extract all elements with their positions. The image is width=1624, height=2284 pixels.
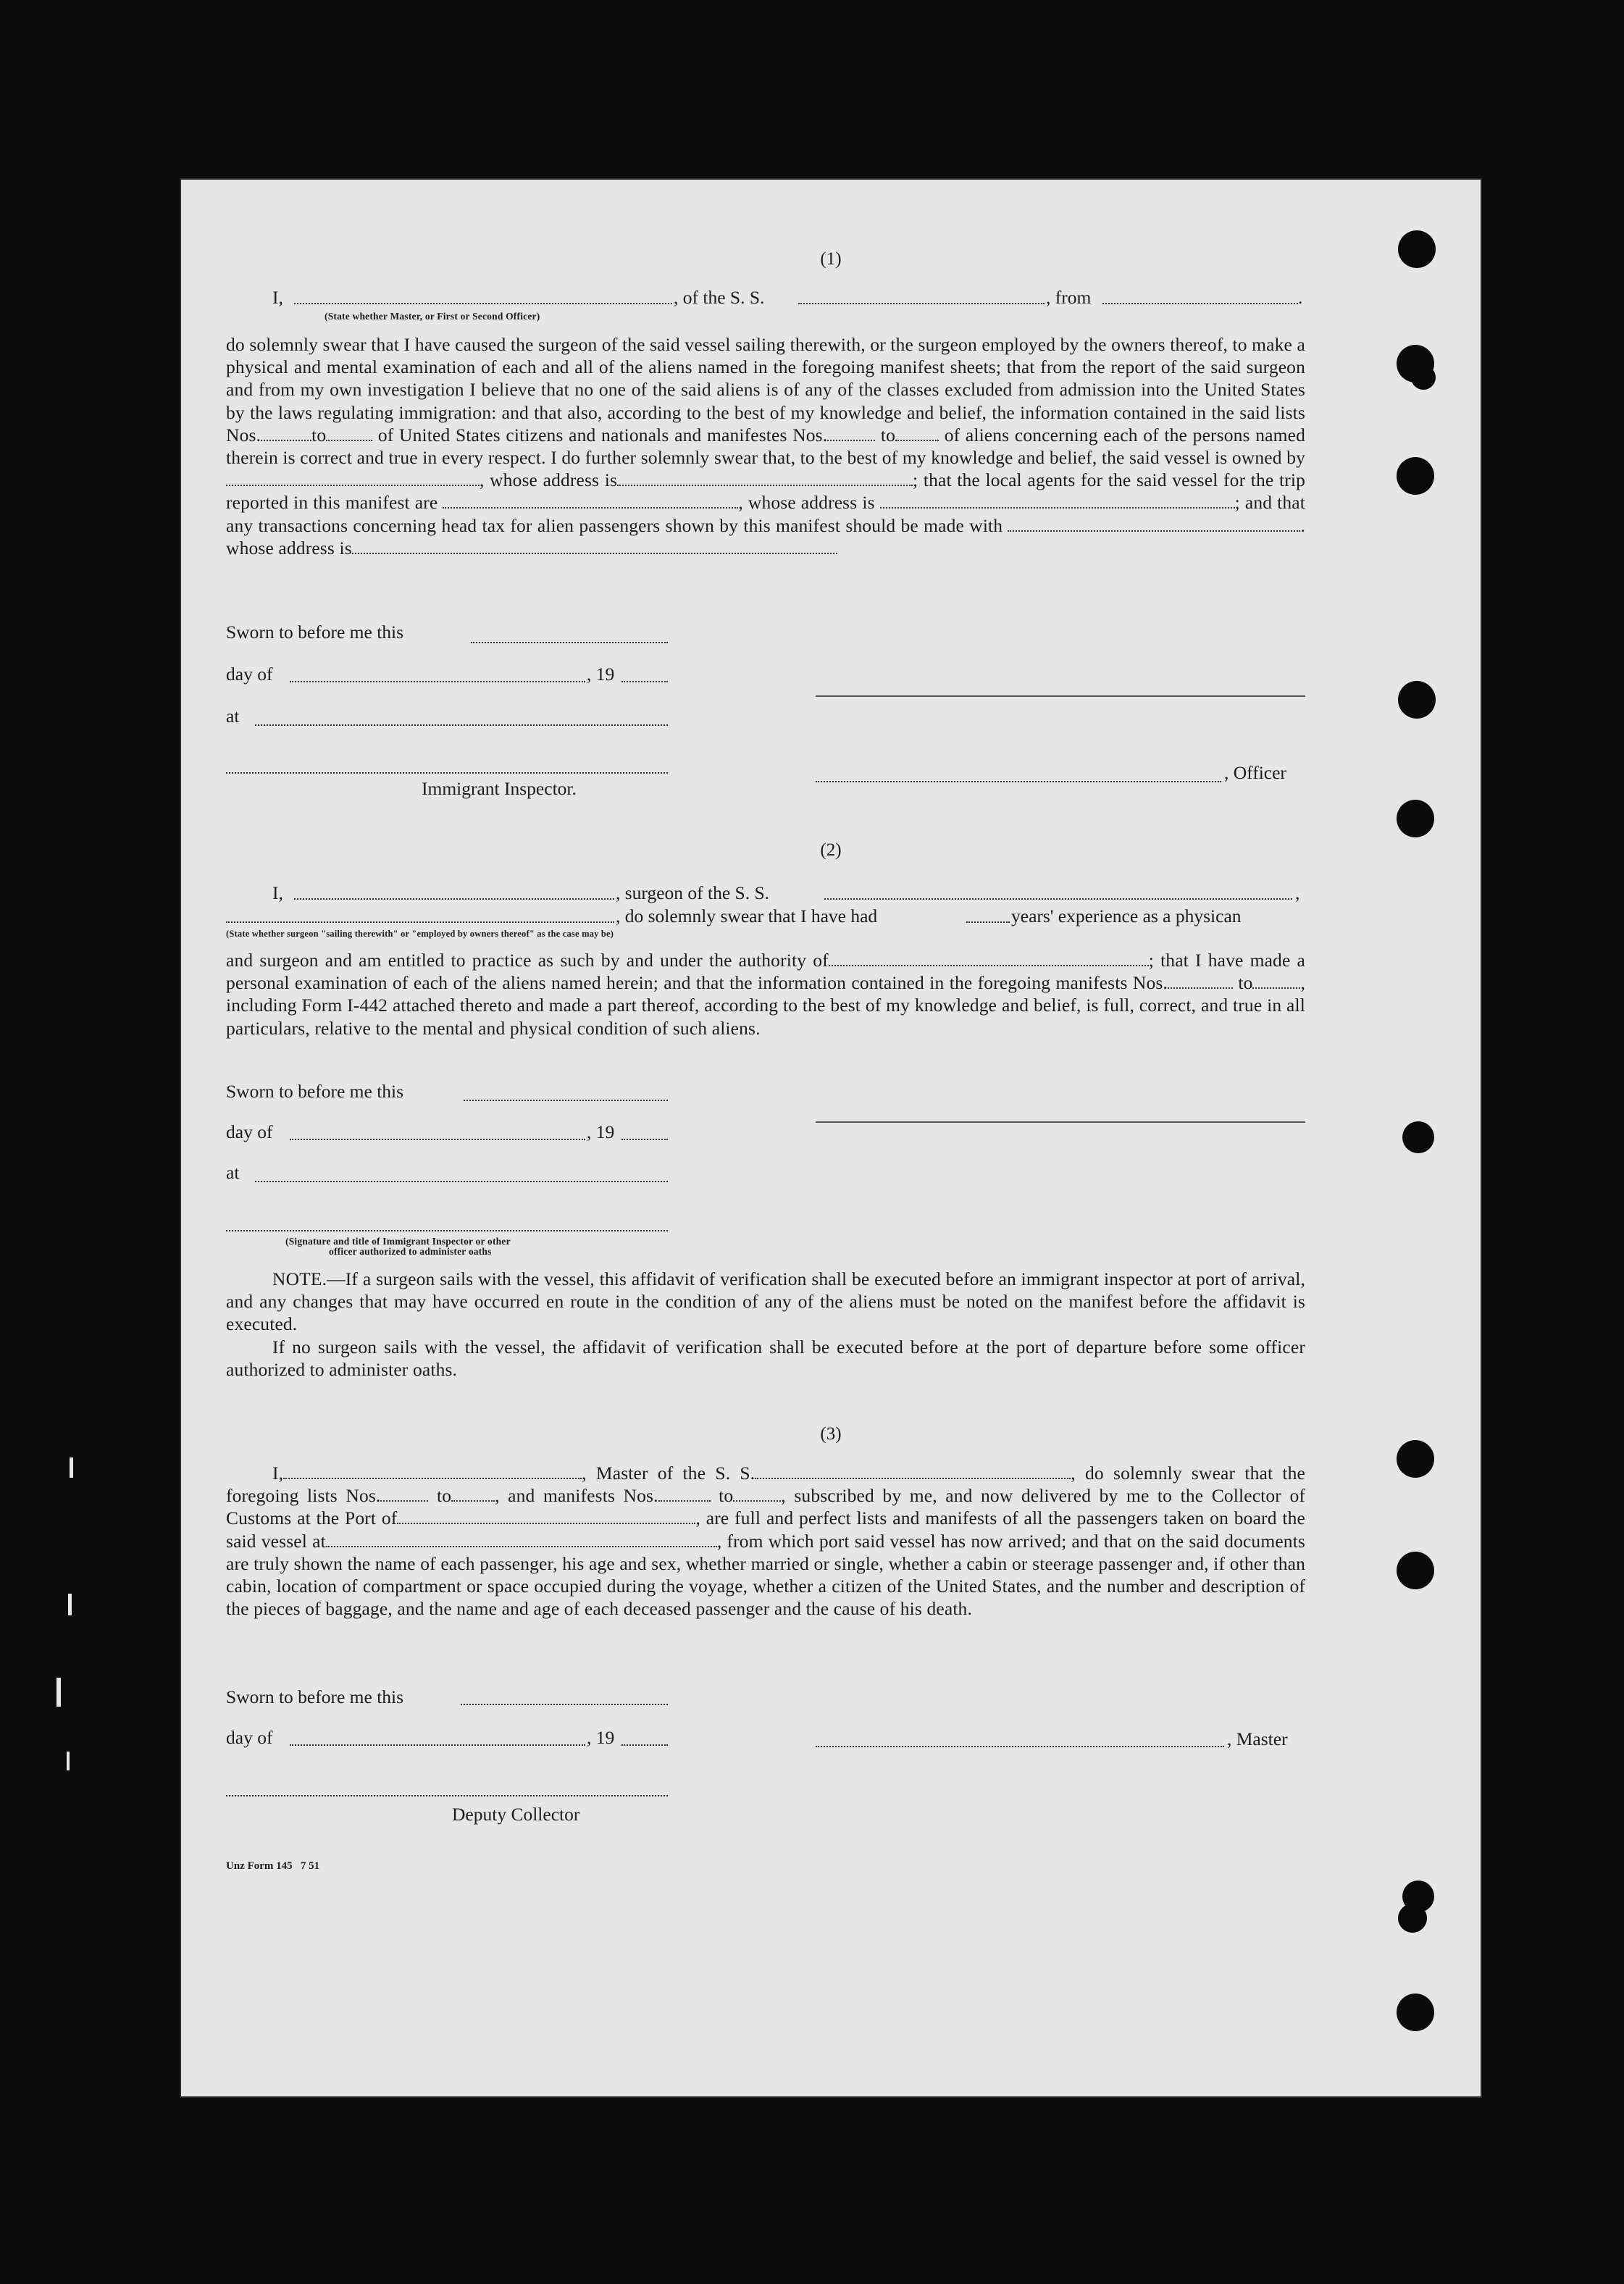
s1-oath-text	[226, 333, 1305, 559]
s1-lists-to-line	[326, 427, 372, 441]
s2-vessel-line	[824, 898, 1292, 900]
s2-text-d: , including Form I-442 attached thereto and made a part thereof, according to the best of my knowledge and belief, is full, correct, and true in all particulars, relative to the mental and physical condition of such aliens.	[226, 972, 1305, 1039]
s3-day-of-label: day of	[226, 1727, 273, 1748]
s1-text-i: ; and that any transactions concerning head tax for alien passengers shown by this manifest should be made with	[226, 492, 1306, 536]
s1-manifests-to-line	[895, 427, 939, 441]
s1-at-line	[255, 724, 668, 726]
s3-text-full: , are full and perfect lists and manifests of all the passengers taken on board the said vessel at	[226, 1507, 1305, 1552]
s1-text-k: whose address is	[226, 537, 352, 559]
s3-text-i: I,	[272, 1463, 284, 1484]
s3-manifests-from-line	[658, 1487, 711, 1502]
punch-hole	[1397, 1440, 1434, 1478]
s1-headtax-line	[1008, 517, 1300, 532]
s3-text-subscribed: , subscribed by me, and now delivered by me to the Collector of Customs at the Port of	[226, 1485, 1306, 1529]
s2-authority-line	[829, 952, 1149, 966]
s2-manifests-to-line	[1252, 974, 1300, 989]
punch-hole	[1397, 800, 1434, 837]
s2-signature-line	[816, 1121, 1305, 1123]
punch-hole	[1398, 681, 1436, 719]
s2-sig-note-1: (Signature and title of Immigrant Inspector or other	[285, 1236, 511, 1247]
s2-years-label: years' experience as a physican	[1011, 905, 1242, 926]
verification-note	[226, 1268, 1305, 1381]
punch-hole	[1402, 1121, 1434, 1153]
s1-sworn-line	[471, 642, 668, 643]
s2-sworn-line	[464, 1100, 668, 1101]
s3-text-to1: to	[436, 1485, 452, 1507]
s2-inspector-sig-line	[226, 1230, 668, 1231]
affidavit-form-page	[180, 178, 1482, 2098]
note-paragraph-1: NOTE.—If a surgeon sails with the vessel, this affidavit of verification shall be executed before an immigrant inspector at port of arrival, and any changes that may have occurred en route in the condition of any of the aliens must be noted on the manifest before the affidavit is executed.	[226, 1268, 1305, 1335]
s1-of-ss-label: , of the S. S.	[674, 287, 765, 308]
s3-year-line	[621, 1744, 668, 1746]
s1-day-line	[290, 681, 585, 682]
section-1-number: (1)	[820, 249, 842, 269]
s1-text-c: of United States citizens and nationals and manifestes Nos.	[377, 424, 828, 445]
s3-text-to2: to	[719, 1485, 734, 1507]
s2-surgeon-of-label: , surgeon of the S. S.	[616, 882, 770, 903]
s2-text-c: to	[1238, 972, 1253, 994]
s1-text-g: ; that the local agents for the said vessel for the trip reported in this manifest are	[226, 469, 1305, 514]
s2-manifests-from-line	[1168, 974, 1233, 989]
s3-port-line	[397, 1510, 695, 1524]
s2-year-line	[621, 1139, 668, 1140]
s2-sworn-label: Sworn to before me this	[226, 1081, 404, 1102]
s3-text-manifests: , and manifests Nos.	[495, 1485, 658, 1507]
s3-manifests-to-line	[733, 1487, 781, 1502]
s2-years-line	[966, 921, 1010, 923]
s1-vessel-name-line	[798, 303, 1045, 304]
s2-oath-text	[226, 949, 1305, 1039]
s3-deputy-caption: Deputy Collector	[452, 1804, 580, 1825]
margin-mark	[68, 1594, 72, 1615]
s3-year-label: , 19	[587, 1727, 615, 1748]
s1-line1-end: .	[1298, 287, 1303, 308]
s2-text-a: and surgeon and am entitled to practice as such by and under the authority of	[226, 950, 829, 971]
s3-master-label: , Master	[1227, 1728, 1288, 1749]
s1-text-j: .	[1300, 514, 1305, 536]
s2-at-label: at	[226, 1162, 240, 1183]
margin-mark	[67, 1752, 70, 1770]
s1-year-label: , 19	[587, 664, 615, 685]
s1-text-d: to	[880, 424, 896, 445]
s3-text-master-of: , Master of the S. S.	[582, 1463, 756, 1484]
margin-mark	[56, 1678, 61, 1707]
s3-vessel-line	[755, 1465, 1071, 1479]
s1-lists-from-line	[261, 427, 311, 441]
s1-officer-note: (State whether Master, or First or Second Officer)	[325, 311, 540, 322]
s1-sworn-label: Sworn to before me this	[226, 622, 404, 643]
s3-oath-text	[226, 1462, 1305, 1620]
s3-lists-from-line	[380, 1487, 428, 1502]
s3-sworn-label: Sworn to before me this	[226, 1686, 404, 1707]
s1-officer-name-line	[294, 303, 672, 304]
s2-swear-label: , do solemnly swear that I have had	[616, 905, 878, 926]
s3-collector-sig-line	[226, 1795, 668, 1796]
s2-day-of-label: day of	[226, 1121, 273, 1142]
s3-master-name-line	[283, 1465, 582, 1479]
s3-master-sig-line	[816, 1746, 1224, 1747]
s3-text-swear: , do solemnly swear that the foregoing lists Nos.	[226, 1463, 1305, 1507]
s1-officer-sig-line	[816, 781, 1221, 782]
margin-mark	[70, 1457, 73, 1478]
s2-sig-note-2: officer authorized to administer oaths	[329, 1246, 492, 1257]
s1-day-of-label: day of	[226, 664, 273, 685]
s1-from-label: , from	[1046, 287, 1092, 308]
section-3-number: (3)	[820, 1424, 842, 1444]
s1-inspector-caption: Immigrant Inspector.	[422, 778, 577, 799]
s1-year-line	[621, 681, 668, 682]
s2-day-line	[290, 1139, 585, 1140]
s1-owner-address-line	[617, 472, 913, 486]
s1-at-label: at	[226, 706, 240, 727]
punch-hole	[1397, 1994, 1434, 2031]
s3-lists-to-line	[451, 1487, 495, 1502]
punch-hole	[1398, 1904, 1427, 1933]
s2-at-line	[255, 1181, 668, 1182]
s1-text-h: , whose address is	[738, 492, 875, 514]
s2-i-label: I,	[272, 882, 283, 903]
form-number: Unz Form 145 7 51	[226, 1860, 320, 1872]
s1-headtax-address-line	[352, 540, 837, 554]
s1-owner-line	[226, 472, 480, 486]
note-paragraph-2: If no surgeon sails with the vessel, the affidavit of verification shall be executed before at the port of departure before some officer authorized to administer oaths.	[226, 1336, 1305, 1380]
s3-sworn-line	[461, 1704, 668, 1705]
s2-text-b: ; that I have made a personal examination of each of the aliens named herein; and that the information contained in the foregoing manifests Nos.	[226, 950, 1305, 994]
s1-from-port-line	[1102, 303, 1298, 304]
s2-line2-fill	[226, 921, 614, 923]
s1-officer-label: , Officer	[1224, 762, 1286, 783]
s3-boarded-at-line	[326, 1533, 717, 1547]
s1-text-f: , whose address is	[480, 469, 618, 491]
s1-agents-line	[443, 494, 738, 509]
punch-hole	[1397, 457, 1434, 495]
s3-day-line	[290, 1744, 585, 1746]
s1-manifests-from-line	[827, 427, 875, 441]
s1-text-b: to	[311, 424, 327, 445]
s1-inspector-sig-line	[226, 772, 668, 774]
s2-surgeon-name-line	[294, 898, 614, 900]
s2-line1-end: ,	[1295, 882, 1300, 903]
s2-year-label: , 19	[587, 1121, 615, 1142]
s2-surgeon-note: (State whether surgeon "sailing therewith" or "employed by owners thereof" as the case may be)	[226, 929, 614, 939]
s1-text-e: of aliens concerning each of the persons named therein is correct and true in every respect. I do further solemnly swear that, to the best of my knowledge and belief, the said vessel is owned by	[226, 424, 1305, 469]
s1-agents-address-line	[880, 494, 1235, 509]
s3-text-rest: , from which port said vessel has now arrived; and that on the said documents are truly shown the name of each passenger, his age and sex, whether married or single, whether a cabin or steerage passenger and, if other than cabin, location of compartment or space occupied during the voyage, whether a citizen of the United States, and the number and description of the pieces of baggage, and the name and age of each deceased passenger and the cause of his death.	[226, 1530, 1305, 1620]
punch-hole	[1397, 1552, 1434, 1589]
punch-hole	[1411, 365, 1436, 390]
s1-text-a: do solemnly swear that I have caused the surgeon of the said vessel sailing therewith, or the surgeon employed by the owners thereof, to make a physical and mental examination of each and all of the aliens named in the foregoing manifest sheets; that from the report of the said surgeon and from my own investigation I believe that no one of the said aliens is of any of the classes excluded from admission into the United States by the laws regulating immigration: and that also, according to the best of my knowledge and belief, the information contained in the said lists Nos.	[226, 334, 1305, 445]
s1-i-label: I,	[272, 287, 283, 308]
s1-signature-line	[816, 695, 1305, 697]
section-2-number: (2)	[820, 840, 842, 860]
